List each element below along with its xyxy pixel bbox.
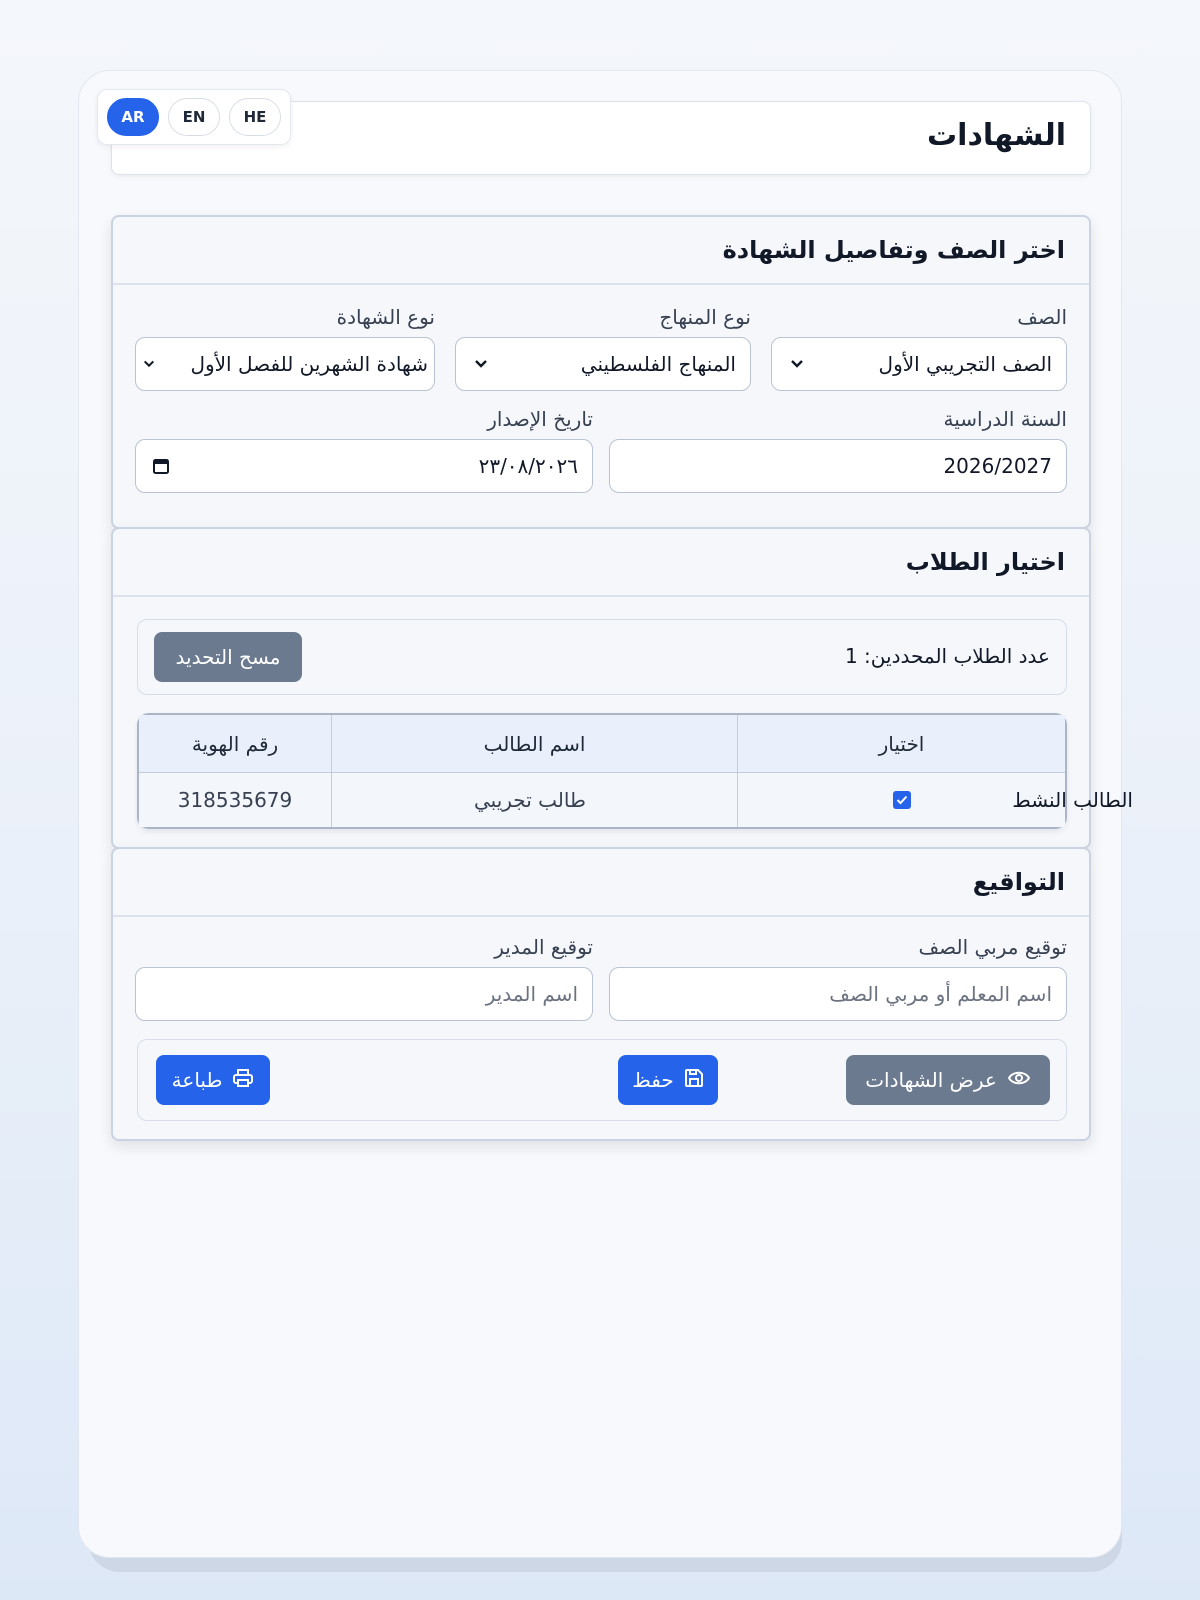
column-header-id: رقم الهوية [191, 731, 279, 756]
issue-date-value: ٢٣/٠٨/٢٠٢٦ [478, 454, 578, 478]
print-button[interactable] [156, 1055, 270, 1105]
save-icon [684, 1068, 704, 1093]
table-header-row [139, 715, 1065, 773]
lang-button-ar[interactable]: AR [107, 98, 159, 136]
selection-summary [137, 619, 1067, 695]
class-select[interactable] [771, 337, 1067, 391]
page-title: الشهادات [927, 118, 1066, 153]
class-label: الصف [1017, 305, 1067, 329]
signatures-section [111, 847, 1091, 1141]
checkbox-checked-icon[interactable] [893, 791, 911, 809]
certificate-type-value: شهادة الشهرين للفصل الأول [190, 352, 428, 376]
lang-button-en[interactable]: EN [168, 98, 220, 136]
school-year-input[interactable] [609, 439, 1067, 493]
selected-count: عدد الطلاب المحددين: 1 [844, 644, 1050, 668]
principal-signature-placeholder: اسم المدير [485, 982, 578, 1006]
student-selection-section [111, 527, 1133, 849]
column-header-name: اسم الطالب [331, 715, 737, 772]
student-name-cell: طالب تجريبي [331, 773, 737, 827]
section-header [113, 849, 1089, 917]
certificate-details-section [111, 215, 1091, 529]
section-title: اختر الصف وتفاصيل الشهادة [722, 236, 1065, 264]
print-label: طباعة [171, 1068, 223, 1092]
student-id-cell: 318535679 [177, 788, 293, 812]
printer-icon [232, 1068, 254, 1093]
app-card [78, 70, 1133, 1558]
actions-bar [137, 1039, 1067, 1121]
section-title: التواقيع [972, 868, 1065, 896]
section-title: اختيار الطلاب [905, 548, 1065, 576]
chevron-down-icon [786, 359, 808, 369]
curriculum-label: نوع المنهاج [659, 305, 751, 329]
active-student-label: الطالب النشط [1012, 788, 1133, 812]
table-row[interactable] [139, 773, 1133, 827]
principal-signature-label: توقيع المدير [494, 935, 593, 959]
issue-date-label: تاريخ الإصدار [487, 407, 593, 431]
school-year-label: السنة الدراسية [943, 407, 1067, 431]
eye-icon [1007, 1068, 1031, 1092]
view-certificates-button[interactable] [846, 1055, 1050, 1105]
certificate-type-label: نوع الشهادة [336, 305, 435, 329]
lang-button-he[interactable]: HE [229, 98, 281, 136]
section-header [113, 529, 1089, 597]
section-header [113, 217, 1089, 285]
chevron-down-icon [470, 359, 492, 369]
save-button[interactable] [618, 1055, 718, 1105]
issue-date-input[interactable] [135, 439, 593, 493]
app-frame [78, 70, 1133, 1558]
school-year-value: 2026/2027 [943, 454, 1052, 478]
certificate-type-select[interactable] [135, 337, 435, 391]
chevron-down-icon [142, 359, 156, 369]
column-header-select: اختيار [737, 715, 1065, 772]
save-label: حفظ [632, 1068, 674, 1092]
curriculum-select-value: المنهاج الفلسطيني [580, 352, 736, 376]
view-certificates-label: عرض الشهادات [865, 1068, 997, 1092]
select-cell [737, 773, 1133, 827]
principal-signature-input[interactable] [135, 967, 593, 1021]
teacher-signature-placeholder: اسم المعلم أو مربي الصف [829, 982, 1052, 1006]
clear-selection-button[interactable]: مسح التحديد [154, 632, 302, 682]
curriculum-select[interactable] [455, 337, 751, 391]
calendar-icon[interactable] [150, 457, 172, 475]
language-switcher [97, 89, 291, 145]
students-table [137, 713, 1133, 829]
class-select-value: الصف التجريبي الأول [878, 352, 1052, 376]
teacher-signature-label: توقيع مربي الصف [918, 935, 1067, 959]
teacher-signature-input[interactable] [609, 967, 1067, 1021]
